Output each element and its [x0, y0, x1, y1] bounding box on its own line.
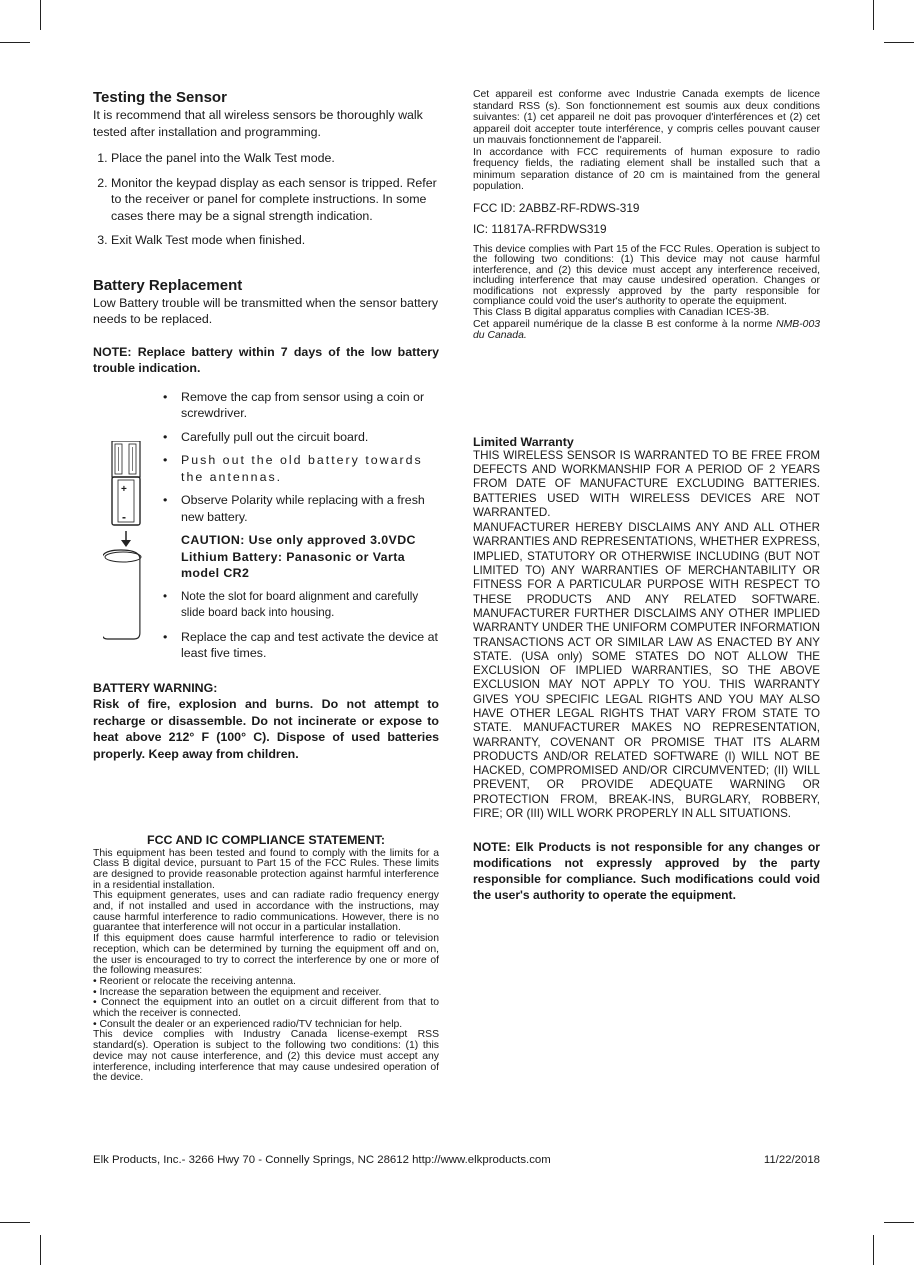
list-item: • Replace the cap and test activate the device at least five times.: [163, 629, 438, 660]
fcc-paragraph: • Increase the separation between the equipment and receiver.: [93, 986, 382, 998]
step-item: 2. Monitor the keypad display as each sensor is tripped. Refer to the receiver or panel for complete instructions. In some cases there may be a signal strength indication.: [111, 175, 439, 225]
bullet-text: Remove the cap from sensor using a coin or screwdriver.: [181, 389, 425, 420]
bullet-text: Note the slot for board alignment and carefully slide board back into housing.: [181, 589, 419, 619]
page-footer: [93, 1154, 820, 1166]
battery-diagram-icon: [103, 441, 143, 641]
fcc-paragraph: • Connect the equipment into an outlet on a circuit different from that to which the receiver is connected.: [93, 997, 439, 1020]
warning-title: BATTERY WARNING:: [93, 680, 218, 695]
crop-mark: [884, 42, 914, 43]
fcc-title: FCC AND IC COMPLIANCE STATEMENT:: [147, 833, 385, 847]
ices-statement: This Class B digital apparatus complies with Canadian ICES-3B.: [473, 307, 770, 319]
warranty-title: Limited Warranty: [473, 434, 574, 449]
walk-test-steps: [93, 150, 439, 249]
list-item: • Remove the cap from sensor using a coin or screwdriver.: [163, 389, 425, 420]
fcc-paragraph: • Consult the dealer or an experienced radio/TV technician for help.: [93, 1018, 403, 1030]
replacement-steps: [163, 389, 439, 662]
step-item: 1. Place the panel into the Walk Test mode.: [111, 150, 439, 167]
ices-french: [473, 319, 820, 342]
warranty-paragraph: MANUFACTURER HEREBY DISCLAIMS ANY AND ALL OTHER WARRANTIES AND REPRESENTATIONS, WHETHER EXPRESS, IMPLIED, STATUTORY OR OTHERWISE INCLUDING (BUT NOT LIMITED TO) ANY WARRANTIES OF MERCHANTABILITY OR FITNESS FOR A PARTICULAR PURPOSE WITH RESPECT TO THESE PRODUCTS AND ANY RELATED SOFTWARE. MANUFACTURER FURTHER DISCLAIMS ANY OTHER IMPLIED WARRANTY UNDER THE UNIFORM COMPUTER INFORMATION TRANSACTIONS ACT OR SIMILAR LAW AS ENACTED BY ANY STATE. (USA only) SOME STATES DO NOT ALLOW THE EXCLUSION OF IMPLIED WARRANTIES, SO THE ABOVE EXCLUSION MAY NOT APPLY TO YOU. THIS WARRANTY GIVES YOU SPECIFIC LEGAL RIGHTS AND YOU MAY ALSO HAVE OTHER LEGAL RIGHTS THAT VARY FROM STATE TO STATE. MANUFACTURER MAKES NO REPRESENTATION, WARRANTY, COVENANT OR PROMISE THAT ITS ALARM PRODUCTS AND/OR RELATED SOFTWARE (I) WILL NOT BE HACKED, COMPROMISED AND/OR CIRCUMVENTED; (II) WILL PREVENT, OR PROVIDE ADEQUATE WARNING OR PROTECTION FROM, BREAK-INS, BURGLARY, ROBBERY, FIRE; OR (III) WILL WORK PROPERLY IN ALL SITUATIONS.: [473, 521, 820, 821]
footer-date: 11/22/2018: [763, 1154, 820, 1166]
step-item: 3. Exit Walk Test mode when finished.: [111, 232, 439, 249]
crop-mark: [873, 0, 874, 30]
fcc-paragraph: If this equipment does cause harmful interference to radio or television reception, which can be determined by turning the equipment off and on, the user is encouraged to try to correct the interference by one or more of the following measures:: [93, 933, 439, 977]
crop-mark: [0, 42, 30, 43]
part15-statement: This device complies with Part 15 of the FCC Rules. Operation is subject to the following two conditions: (1) This device may not cause harmful interference, and (2) this device must accept any interference received, including interference that may cause undesired operation. Changes or modifications not expressly approved by the party responsible for compliance could void the user's authority to operate the equipment.: [473, 243, 820, 308]
caution-text: CAUTION: Use only approved 3.0VDC Lithium Battery: Panasonic or Varta model CR2: [181, 533, 416, 580]
rf-exposure: In accordance with FCC requirements of human exposure to radio frequency fields, the radiating element shall be installed such that a minimum separation distance of 20 cm is maintained from the general population.: [473, 146, 820, 192]
bullet-text: Carefully pull out the circuit board.: [181, 429, 369, 444]
replacement-section: [93, 389, 439, 662]
right-column: [473, 89, 820, 903]
bullet-text: Observe Polarity while replacing with a fresh new battery.: [181, 493, 425, 524]
list-item: • Push out the old battery towards the antennas.: [163, 453, 423, 484]
footer-company: Elk Products, Inc.- 3266 Hwy 70 - Connelly Springs, NC 28612 http://www.elkproducts.com: [93, 1154, 551, 1166]
battery-title: Battery Replacement: [93, 276, 243, 294]
ices-french-text: Cet appareil numérique de la classe B est conforme à la norme: [473, 318, 773, 330]
list-item: • Observe Polarity while replacing with a fresh new battery.: [163, 493, 425, 524]
fcc-id: FCC ID: 2ABBZ-RF-RDWS-319: [473, 200, 640, 215]
fcc-paragraph: • Reorient or relocate the receiving antenna.: [93, 975, 296, 987]
battery-intro: Low Battery trouble will be transmitted when the sensor battery needs to be replaced.: [93, 295, 439, 326]
warranty-paragraph: THIS WIRELESS SENSOR IS WARRANTED TO BE FREE FROM DEFECTS AND WORKMANSHIP FOR A PERIOD OF 2 YEARS FROM DATE OF MANUFACTURE EXCLUDING BATTERIES. BATTERIES USED WITH WIRELESS DEVICES ARE NOT WARRANTED.: [473, 448, 820, 519]
crop-mark: [0, 1222, 30, 1223]
warranty-note: NOTE: Elk Products is not responsible for any changes or modifications not expressly approved by the party responsible for compliance. Such modifications could void the user's authority to operate the equipment.: [473, 840, 820, 903]
ices-french-tail: NMB-003 du Canada.: [473, 318, 820, 342]
bullet-text: Replace the cap and test activate the device at least five times.: [181, 629, 438, 660]
fcc-paragraph: This equipment generates, uses and can radiate radio frequency energy and, if not installed and used in accordance with the instructions, may cause harmful interference to radio communications. However, there is no guarantee that interference will not occur in a particular installation.: [93, 890, 439, 934]
fcc-statement: [93, 849, 439, 1084]
ic-id: IC: 11817A-RFRDWS319: [473, 221, 607, 236]
list-item: • Note the slot for board alignment and carefully slide board back into housing.: [163, 589, 419, 619]
testing-title: Testing the Sensor: [93, 89, 227, 106]
list-item: • Carefully pull out the circuit board.: [163, 429, 369, 444]
battery-minus: -: [122, 509, 126, 524]
testing-intro: It is recommend that all wireless sensors be thoroughly walk tested after installation and programming.: [93, 108, 423, 139]
french-compliance: Cet appareil est conforme avec Industrie Canada exempts de licence standard RSS (s). Son fonctionnement est soumis aux deux conditions suivantes: (1) cet appareil ne doit pas provoquer d'interférences et (2) cet appareil doit accepter toute interférence, y compris celles pouvant causer un mauvais fonctionnement de l'appareil.: [473, 89, 820, 146]
battery-plus: +: [121, 483, 127, 495]
fcc-paragraph: This equipment has been tested and found to comply with the limits for a Class B digital device, pursuant to Part 15 of the FCC Rules. These limits are designed to provide reasonable protection against harmful interference in a residential installation.: [93, 847, 439, 891]
left-column: [93, 89, 439, 1084]
bullet-text: Push out the old battery towards the antennas.: [181, 453, 423, 484]
battery-note: NOTE: Replace battery within 7 days of the low battery trouble indication.: [93, 344, 439, 375]
crop-mark: [884, 1222, 914, 1223]
crop-mark: [40, 0, 41, 30]
fcc-paragraph: This device complies with Industry Canada license-exempt RSS standard(s). Operation is subject to the following two conditions: (1) this device may not cause interference, and (2) this device must accept any interference, including interference that may cause undesired operation of the device.: [93, 1029, 439, 1084]
crop-mark: [873, 1235, 874, 1265]
warning-text: Risk of fire, explosion and burns. Do not attempt to recharge or disassemble. Do not incinerate or expose to heat above 212° F (100° C). Dispose of used batteries properly. Keep away from children.: [93, 697, 439, 761]
crop-mark: [40, 1235, 41, 1265]
